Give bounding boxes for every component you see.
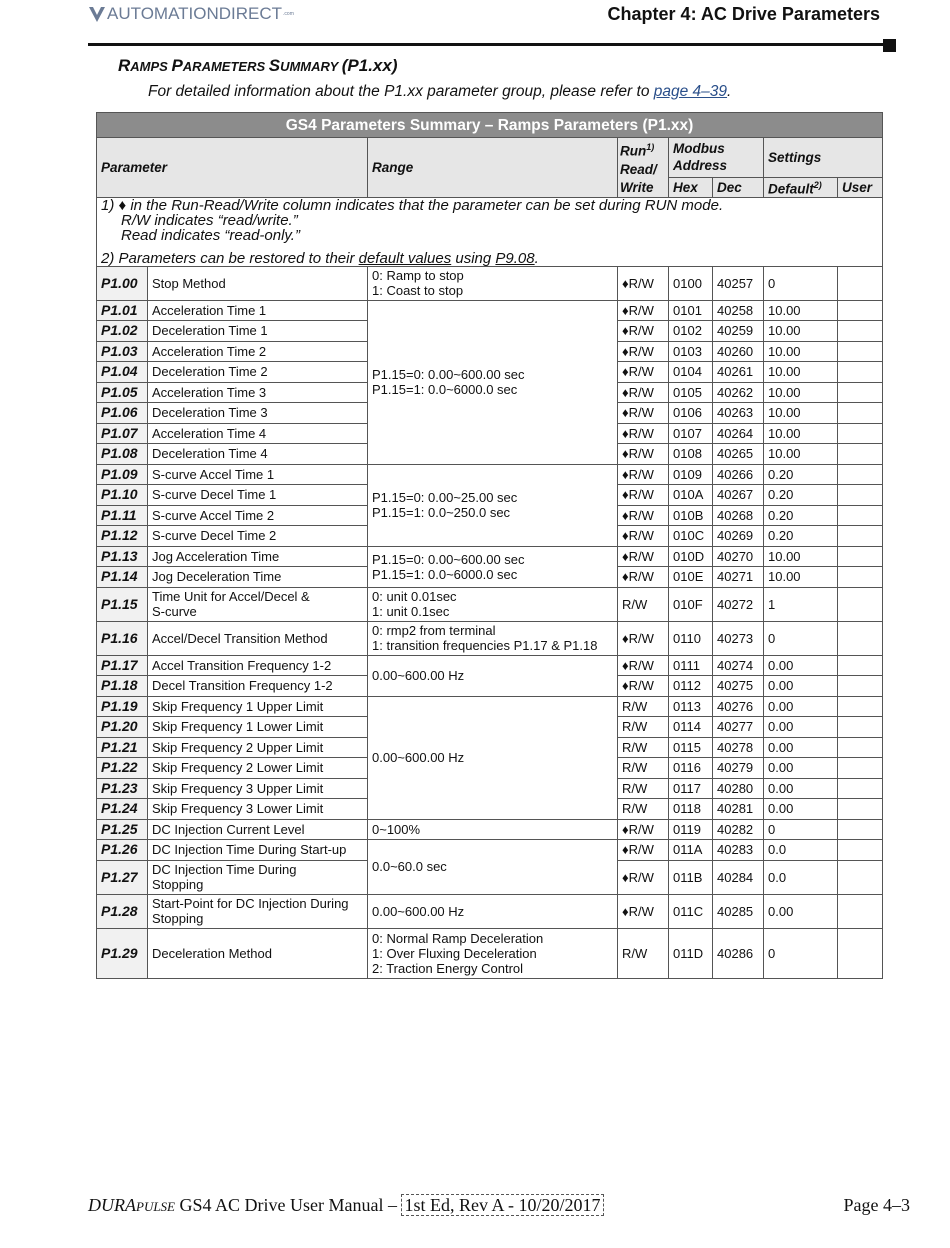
param-user (838, 505, 883, 526)
param-default: 0.20 (764, 526, 838, 547)
param-dec: 40258 (713, 300, 764, 321)
param-hex: 0100 (669, 266, 713, 300)
param-hex: 010B (669, 505, 713, 526)
param-rw: ♦R/W (618, 266, 669, 300)
param-hex: 011C (669, 894, 713, 928)
param-hex: 010C (669, 526, 713, 547)
param-name: Deceleration Time 2 (148, 362, 368, 383)
note-2: 2) Parameters can be restored to their default values using P9.08. (101, 249, 539, 267)
col-default: Default$^{2)}$ (764, 177, 838, 197)
param-user (838, 840, 883, 861)
param-code: P1.06 (97, 403, 148, 424)
param-name: S-curve Decel Time 1 (148, 485, 368, 506)
param-name: Jog Deceleration Time (148, 567, 368, 588)
table-row (97, 464, 883, 485)
param-rw: R/W (618, 928, 669, 978)
param-code: P1.28 (97, 894, 148, 928)
table-row (97, 928, 883, 978)
param-default: 0.00 (764, 737, 838, 758)
param-code: P1.15 (97, 587, 148, 621)
param-dec: 40271 (713, 567, 764, 588)
param-name: Skip Frequency 3 Upper Limit (148, 778, 368, 799)
param-range: P1.15=0: 0.00~600.00 sec P1.15=1: 0.0~6000.0 sec (368, 300, 618, 464)
footer-edition: 1st Ed, Rev A - 10/20/2017 (401, 1194, 603, 1216)
parameters-table (96, 112, 883, 979)
param-dec: 40260 (713, 341, 764, 362)
param-user (838, 799, 883, 820)
table-row (97, 621, 883, 655)
param-user (838, 423, 883, 444)
param-hex: 0103 (669, 341, 713, 362)
param-rw: ♦R/W (618, 676, 669, 697)
param-default: 0 (764, 621, 838, 655)
header-rule (88, 43, 886, 46)
param-code: P1.13 (97, 546, 148, 567)
param-dec: 40263 (713, 403, 764, 424)
param-rw: R/W (618, 758, 669, 779)
param-name: Acceleration Time 3 (148, 382, 368, 403)
header-rule-square (883, 39, 896, 52)
table-row (97, 300, 883, 321)
param-default: 10.00 (764, 362, 838, 383)
param-default: 10.00 (764, 341, 838, 362)
param-default: 0.0 (764, 860, 838, 894)
param-hex: 0114 (669, 717, 713, 738)
param-hex: 0117 (669, 778, 713, 799)
param-code: P1.04 (97, 362, 148, 383)
param-user (838, 696, 883, 717)
param-name: Acceleration Time 2 (148, 341, 368, 362)
table-row (97, 655, 883, 676)
note-1a: R/W indicates “read/write.” (121, 211, 298, 229)
param-code: P1.29 (97, 928, 148, 978)
param-hex: 0111 (669, 655, 713, 676)
param-code: P1.21 (97, 737, 148, 758)
param-rw: R/W (618, 799, 669, 820)
logo-text: AUTOMATIONDIRECT (107, 4, 283, 23)
param-rw: ♦R/W (618, 300, 669, 321)
param-code: P1.18 (97, 676, 148, 697)
param-default: 10.00 (764, 444, 838, 465)
param-code: P1.01 (97, 300, 148, 321)
param-code: P1.26 (97, 840, 148, 861)
footer-brand: DURAPULSE (88, 1195, 175, 1215)
param-rw: ♦R/W (618, 840, 669, 861)
param-code: P1.19 (97, 696, 148, 717)
param-hex: 0108 (669, 444, 713, 465)
param-user (838, 737, 883, 758)
param-dec: 40286 (713, 928, 764, 978)
table-row (97, 840, 883, 861)
param-code: P1.09 (97, 464, 148, 485)
param-hex: 0110 (669, 621, 713, 655)
section-title: RAMPS PARAMETERS SUMMARY (P1.xx) (118, 56, 398, 75)
param-dec: 40280 (713, 778, 764, 799)
param-rw: ♦R/W (618, 485, 669, 506)
param-default: 0 (764, 266, 838, 300)
param-user (838, 341, 883, 362)
table-row (97, 696, 883, 717)
param-code: P1.23 (97, 778, 148, 799)
param-dec: 40268 (713, 505, 764, 526)
param-dec: 40278 (713, 737, 764, 758)
param-default: 10.00 (764, 382, 838, 403)
param-default: 0.00 (764, 894, 838, 928)
param-dec: 40270 (713, 546, 764, 567)
param-user (838, 300, 883, 321)
param-code: P1.03 (97, 341, 148, 362)
param-user (838, 860, 883, 894)
param-code: P1.02 (97, 321, 148, 342)
param-dec: 40273 (713, 621, 764, 655)
param-name: Skip Frequency 1 Lower Limit (148, 717, 368, 738)
param-default: 10.00 (764, 546, 838, 567)
param-name: Acceleration Time 1 (148, 300, 368, 321)
table-row (97, 587, 883, 621)
param-hex: 011D (669, 928, 713, 978)
param-rw: ♦R/W (618, 505, 669, 526)
param-dec: 40282 (713, 819, 764, 840)
page-link[interactable]: page 4–39 (653, 83, 728, 100)
param-user (838, 655, 883, 676)
param-dec: 40269 (713, 526, 764, 547)
param-hex: 0102 (669, 321, 713, 342)
param-name: DC Injection Time During Stopping (148, 860, 368, 894)
param-default: 10.00 (764, 567, 838, 588)
param-rw: ♦R/W (618, 526, 669, 547)
param-user (838, 621, 883, 655)
param-dec: 40272 (713, 587, 764, 621)
param-name: Stop Method (148, 266, 368, 300)
param-name: Time Unit for Accel/Decel & S-curve (148, 587, 368, 621)
param-range: 0: Normal Ramp Deceleration 1: Over Fluxing Deceleration 2: Traction Energy Control (368, 928, 618, 978)
param-user (838, 894, 883, 928)
param-user (838, 444, 883, 465)
param-rw: ♦R/W (618, 546, 669, 567)
param-user (838, 587, 883, 621)
param-dec: 40275 (713, 676, 764, 697)
param-rw: ♦R/W (618, 464, 669, 485)
param-code: P1.27 (97, 860, 148, 894)
param-code: P1.00 (97, 266, 148, 300)
param-default: 0 (764, 928, 838, 978)
col-settings: Settings (764, 138, 883, 178)
param-rw: ♦R/W (618, 444, 669, 465)
param-user (838, 382, 883, 403)
note-1b: Read indicates “read-only.” (121, 226, 300, 244)
param-name: Skip Frequency 2 Upper Limit (148, 737, 368, 758)
param-default: 0.00 (764, 676, 838, 697)
param-dec: 40281 (713, 799, 764, 820)
param-user (838, 266, 883, 300)
table-row (97, 546, 883, 567)
table-title: GS4 Parameters Summary – Ramps Parameters (P1.xx) (97, 113, 883, 138)
table-row (97, 266, 883, 300)
param-name: DC Injection Current Level (148, 819, 368, 840)
param-rw: ♦R/W (618, 423, 669, 444)
param-dec: 40277 (713, 717, 764, 738)
param-rw: ♦R/W (618, 567, 669, 588)
param-code: P1.08 (97, 444, 148, 465)
param-hex: 0106 (669, 403, 713, 424)
param-default: 10.00 (764, 321, 838, 342)
param-default: 0.20 (764, 505, 838, 526)
param-code: P1.07 (97, 423, 148, 444)
param-hex: 011B (669, 860, 713, 894)
param-hex: 0118 (669, 799, 713, 820)
param-hex: 010D (669, 546, 713, 567)
param-dec: 40266 (713, 464, 764, 485)
param-range: 0: unit 0.01sec 1: unit 0.1sec (368, 587, 618, 621)
param-dec: 40259 (713, 321, 764, 342)
page-number: Page 4–3 (843, 1195, 910, 1215)
table-notes (97, 197, 883, 266)
note-1: 1) ♦ in the Run-Read/Write column indicates that the parameter can be set during RUN mode. (101, 196, 724, 214)
param-dec: 40285 (713, 894, 764, 928)
param-user (838, 819, 883, 840)
param-name: Deceleration Time 3 (148, 403, 368, 424)
param-hex: 0112 (669, 676, 713, 697)
param-name: Deceleration Time 1 (148, 321, 368, 342)
param-rw: ♦R/W (618, 621, 669, 655)
param-rw: ♦R/W (618, 382, 669, 403)
param-rw: R/W (618, 778, 669, 799)
param-name: Jog Acceleration Time (148, 546, 368, 567)
param-rw: R/W (618, 717, 669, 738)
param-name: Deceleration Time 4 (148, 444, 368, 465)
param-hex: 0116 (669, 758, 713, 779)
param-range: 0: rmp2 from terminal 1: transition frequencies P1.17 & P1.18 (368, 621, 618, 655)
param-dec: 40264 (713, 423, 764, 444)
param-hex: 011A (669, 840, 713, 861)
param-hex: 0109 (669, 464, 713, 485)
param-name: DC Injection Time During Start-up (148, 840, 368, 861)
param-hex: 0119 (669, 819, 713, 840)
param-user (838, 526, 883, 547)
param-default: 0.0 (764, 840, 838, 861)
col-hex: Hex (669, 177, 713, 197)
table-row (97, 819, 883, 840)
param-rw: R/W (618, 696, 669, 717)
param-range: P1.15=0: 0.00~600.00 sec P1.15=1: 0.0~6000.0 sec (368, 546, 618, 587)
param-range: P1.15=0: 0.00~25.00 sec P1.15=1: 0.0~250.0 sec (368, 464, 618, 546)
param-name: Skip Frequency 3 Lower Limit (148, 799, 368, 820)
chapter-title: Chapter 4: AC Drive Parameters (607, 4, 880, 24)
param-code: P1.10 (97, 485, 148, 506)
param-hex: 0105 (669, 382, 713, 403)
param-name: S-curve Decel Time 2 (148, 526, 368, 547)
param-user (838, 546, 883, 567)
param-default: 1 (764, 587, 838, 621)
param-hex: 0113 (669, 696, 713, 717)
table-row (97, 894, 883, 928)
param-name: Skip Frequency 2 Lower Limit (148, 758, 368, 779)
param-default: 10.00 (764, 423, 838, 444)
param-hex: 010A (669, 485, 713, 506)
param-rw: ♦R/W (618, 321, 669, 342)
param-user (838, 778, 883, 799)
param-user (838, 758, 883, 779)
automationdirect-logo (88, 4, 294, 24)
param-rw: R/W (618, 587, 669, 621)
param-dec: 40274 (713, 655, 764, 676)
param-rw: ♦R/W (618, 403, 669, 424)
col-user: User (838, 177, 883, 197)
section-intro: For detailed information about the P1.xx parameter group, please refer to page 4–39. (148, 83, 732, 100)
param-range: 0: Ramp to stop 1: Coast to stop (368, 266, 618, 300)
param-rw: ♦R/W (618, 655, 669, 676)
param-code: P1.24 (97, 799, 148, 820)
param-dec: 40257 (713, 266, 764, 300)
param-code: P1.25 (97, 819, 148, 840)
param-default: 0 (764, 819, 838, 840)
param-code: P1.12 (97, 526, 148, 547)
param-range: 0~100% (368, 819, 618, 840)
param-code: P1.14 (97, 567, 148, 588)
param-range: 0.00~600.00 Hz (368, 655, 618, 696)
param-hex: 010E (669, 567, 713, 588)
col-run-rw: Run$^{1)}$ Read/ Write (618, 138, 669, 198)
param-hex: 0107 (669, 423, 713, 444)
param-name: Accel/Decel Transition Method (148, 621, 368, 655)
param-user (838, 464, 883, 485)
param-rw: ♦R/W (618, 341, 669, 362)
param-range: 0.00~600.00 Hz (368, 696, 618, 819)
param-default: 0.00 (764, 799, 838, 820)
param-dec: 40279 (713, 758, 764, 779)
param-name: S-curve Accel Time 1 (148, 464, 368, 485)
param-default: 0.00 (764, 778, 838, 799)
param-rw: ♦R/W (618, 894, 669, 928)
param-name: Acceleration Time 4 (148, 423, 368, 444)
param-default: 0.20 (764, 464, 838, 485)
param-name: Decel Transition Frequency 1-2 (148, 676, 368, 697)
param-user (838, 485, 883, 506)
param-rw: ♦R/W (618, 860, 669, 894)
param-user (838, 403, 883, 424)
param-name: Accel Transition Frequency 1-2 (148, 655, 368, 676)
param-name: Start-Point for DC Injection During Stopping (148, 894, 368, 928)
param-default: 0.00 (764, 758, 838, 779)
param-dec: 40265 (713, 444, 764, 465)
param-dec: 40261 (713, 362, 764, 383)
param-code: P1.17 (97, 655, 148, 676)
param-name: Skip Frequency 1 Upper Limit (148, 696, 368, 717)
logo-tm: .com (283, 11, 294, 17)
logo-v-icon (88, 5, 106, 23)
param-code: P1.11 (97, 505, 148, 526)
param-code: P1.16 (97, 621, 148, 655)
param-user (838, 567, 883, 588)
param-user (838, 717, 883, 738)
param-dec: 40284 (713, 860, 764, 894)
param-hex: 010F (669, 587, 713, 621)
param-name: S-curve Accel Time 2 (148, 505, 368, 526)
param-user (838, 362, 883, 383)
param-default: 0.00 (764, 655, 838, 676)
param-hex: 0101 (669, 300, 713, 321)
param-code: P1.22 (97, 758, 148, 779)
param-rw: R/W (618, 737, 669, 758)
param-user (838, 928, 883, 978)
col-dec: Dec (713, 177, 764, 197)
param-range: 0.00~600.00 Hz (368, 894, 618, 928)
param-dec: 40262 (713, 382, 764, 403)
param-rw: ♦R/W (618, 819, 669, 840)
col-range: Range (368, 138, 618, 198)
param-range: 0.0~60.0 sec (368, 840, 618, 895)
param-rw: ♦R/W (618, 362, 669, 383)
param-hex: 0104 (669, 362, 713, 383)
col-modbus: Modbus Address (669, 138, 764, 178)
footer (88, 1195, 604, 1216)
param-hex: 0115 (669, 737, 713, 758)
param-code: P1.05 (97, 382, 148, 403)
param-name: Deceleration Method (148, 928, 368, 978)
col-parameter: Parameter (97, 138, 368, 198)
param-default: 10.00 (764, 300, 838, 321)
param-dec: 40276 (713, 696, 764, 717)
param-default: 10.00 (764, 403, 838, 424)
param-user (838, 676, 883, 697)
param-code: P1.20 (97, 717, 148, 738)
footer-manual: GS4 AC Drive User Manual – (175, 1195, 402, 1215)
param-dec: 40267 (713, 485, 764, 506)
param-user (838, 321, 883, 342)
param-default: 0.20 (764, 485, 838, 506)
param-default: 0.00 (764, 717, 838, 738)
param-dec: 40283 (713, 840, 764, 861)
param-default: 0.00 (764, 696, 838, 717)
